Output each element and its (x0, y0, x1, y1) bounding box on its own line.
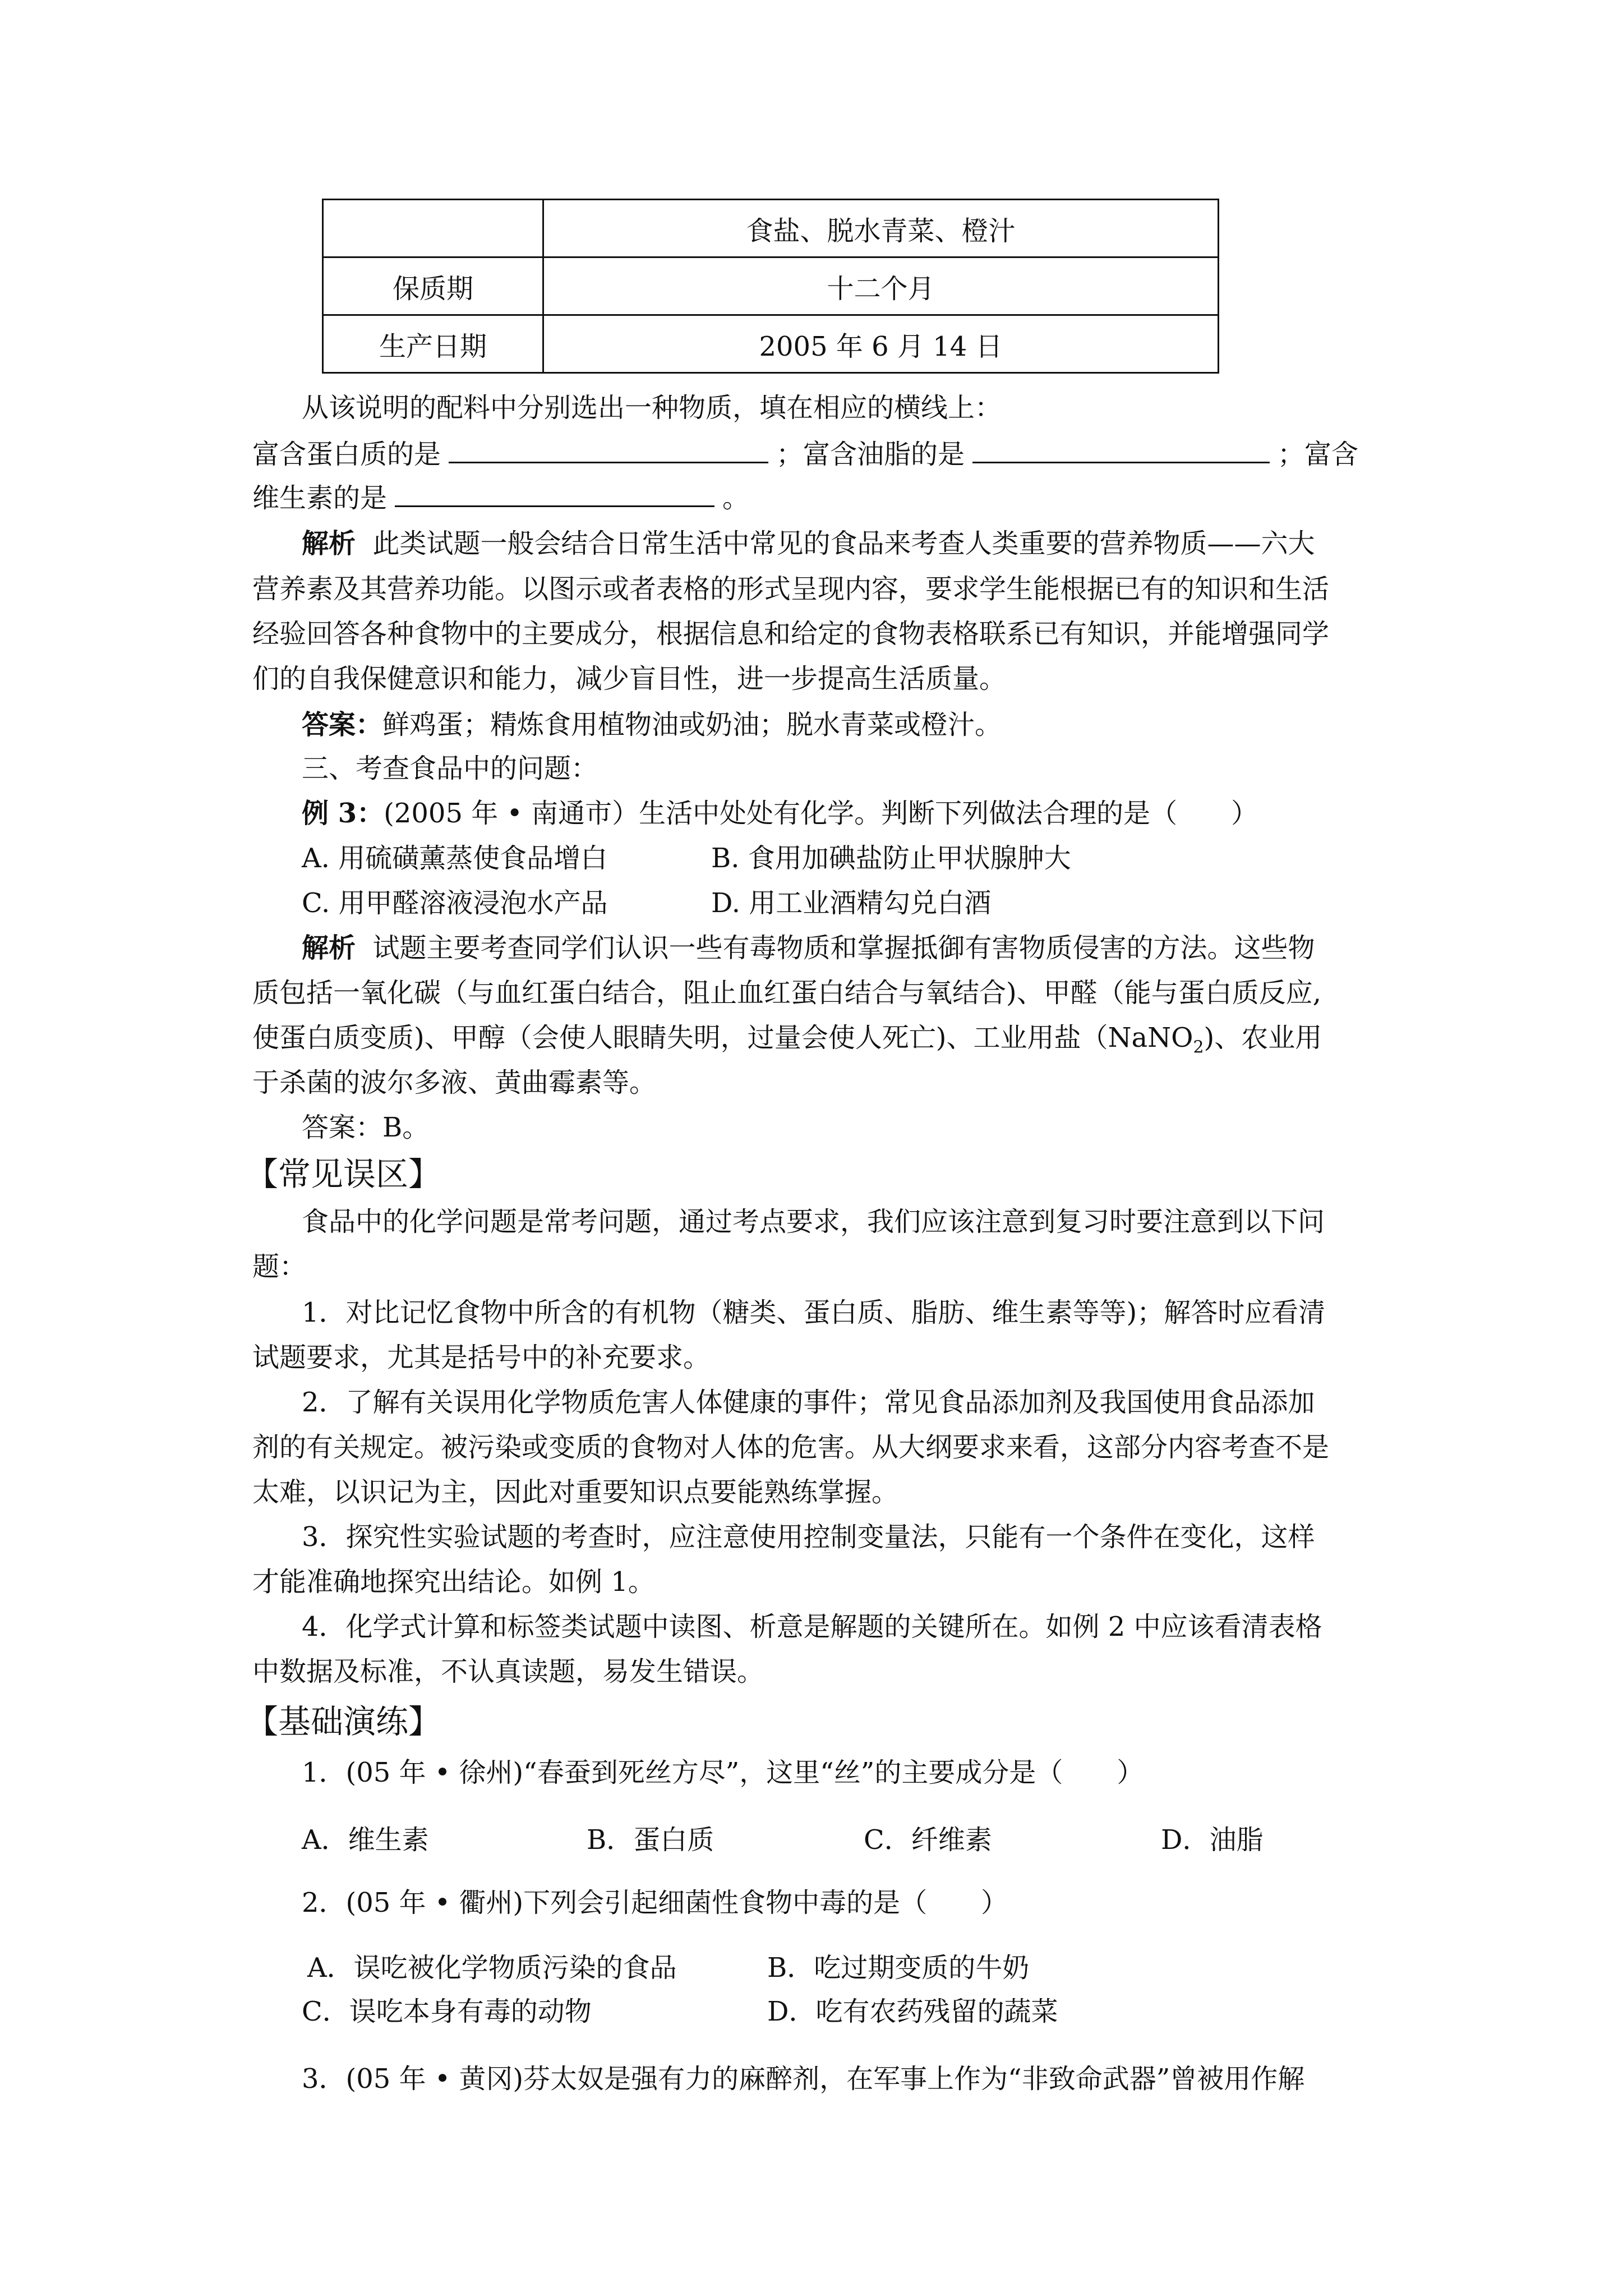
section-title: 三、考查食品中的问题： (302, 753, 598, 784)
fill-blank-protein[interactable] (449, 437, 768, 463)
option-a: A. 用硫磺薰蒸使食品增白 (302, 843, 608, 874)
paragraph-line: 试题要求，尤其是括号中的补充要求。 (252, 1342, 711, 1373)
answer-text: 鲜鸡蛋；精炼食用植物油或奶油；脱水青菜或橙汁。 (382, 709, 1002, 740)
q1-option-d: D．油脂 (1161, 1824, 1264, 1856)
q2-option-d: D．吃有农药残留的蔬菜 (767, 1996, 1058, 2027)
fill-blank-vitamin[interactable] (395, 481, 714, 507)
paragraph-line: 1．对比记忆食物中所含的有机物（糖类、蛋白质、脂肪、维生素等等)；解答时应看清 (302, 1297, 1326, 1328)
analysis-line: 们的自我保健意识和能力，减少盲目性，进一步提高生活质量。 (252, 663, 1007, 694)
analysis-text: )、农业用 (1204, 1022, 1322, 1053)
analysis-label: 解析 (302, 528, 356, 559)
answer-line (302, 708, 1002, 742)
analysis-text: 使蛋白质变质)、甲醇（会使人眼睛失明，过量会使人死亡)、工业用盐（NaNO (252, 1022, 1193, 1053)
paragraph-line: 题： (252, 1251, 307, 1282)
fill-label-vitamin-2: 维生素的是 (252, 482, 388, 514)
paragraph-line: 中数据及标准，不认真读题，易发生错误。 (252, 1656, 764, 1687)
analysis-line: 于杀菌的波尔多液、黄曲霉素等。 (252, 1067, 657, 1098)
fill-blank-fat[interactable] (972, 437, 1270, 463)
product-info-table (322, 199, 1219, 374)
paragraph-line: 食品中的化学问题是常考问题，通过考点要求，我们应该注意到复习时要注意到以下问 (302, 1206, 1325, 1237)
table-row (323, 200, 1219, 257)
practice-heading: 【基础演练】 (246, 1703, 441, 1741)
table-value-cell: 十二个月 (543, 257, 1219, 315)
q1-option-c: C．纤维素 (864, 1824, 992, 1856)
paragraph-line: 4．化学式计算和标签类试题中读图、析意是解题的关键所在。如例 2 中应该看清表格 (302, 1611, 1322, 1642)
fill-line-2 (252, 481, 749, 515)
paragraph-line: 剂的有关规定。被污染或变质的食物对人体的危害。从大纲要求来看，这部分内容考查不是 (252, 1432, 1330, 1463)
analysis-label: 解析 (302, 932, 356, 964)
option-d: D. 用工业酒精勾兑白酒 (711, 887, 992, 919)
table-value-cell: 食盐、脱水青菜、橙汁 (543, 200, 1219, 257)
answer-line: 答案：B。 (302, 1112, 430, 1143)
table-row (323, 257, 1219, 315)
q1-option-a: A．维生素 (302, 1824, 429, 1856)
table-value-cell: 2005 年 6 月 14 日 (543, 315, 1219, 373)
paragraph-line: 才能准确地探究出结论。如例 1。 (252, 1566, 655, 1598)
table-label-cell: 生产日期 (323, 315, 543, 373)
answer-label: 答案： (302, 709, 383, 740)
fill-line-1 (252, 437, 1358, 471)
analysis-text: 试题主要考查同学们认识一些有毒物质和掌握抵御有害物质侵害的方法。这些物 (372, 932, 1315, 964)
analysis-line (302, 931, 1315, 965)
analysis-line: 经验回答各种食物中的主要成分，根据信息和给定的食物表格联系已有知识，并能增强同学 (252, 618, 1330, 650)
fill-label-protein: 富含蛋白质的是 (252, 439, 441, 470)
analysis-text: 此类试题一般会结合日常生活中常见的食品来考查人类重要的营养物质——六大 (372, 528, 1315, 559)
option-b: B. 食用加碘盐防止甲状腺肿大 (711, 843, 1071, 874)
q2-option-b: B．吃过期变质的牛奶 (767, 1952, 1030, 1984)
analysis-line (302, 527, 1315, 560)
mistakes-heading: 【常见误区】 (246, 1155, 441, 1193)
example-text: (2005 年 • 南通市）生活中处处有化学。判断下列做法合理的是（ ） (384, 798, 1258, 829)
question-1: 1．(05 年 • 徐州)“春蚕到死丝方尽”，这里“丝”的主要成分是（ ） (302, 1757, 1144, 1788)
paragraph-line: 太难，以识记为主，因此对重要知识点要能熟练掌握。 (252, 1476, 899, 1508)
table-label-cell: 保质期 (323, 257, 543, 315)
example-label: 例 3： (302, 798, 384, 829)
table-label-cell (323, 200, 543, 257)
fill-prompt: 从该说明的配料中分别选出一种物质，填在相应的横线上： (302, 392, 1002, 424)
q2-option-a: A．误吃被化学物质污染的食品 (307, 1952, 677, 1984)
example-line (302, 797, 1258, 830)
subscript: 2 (1193, 1037, 1204, 1057)
question-2: 2．(05 年 • 衢州)下列会引起细菌性食物中毒的是（ ） (302, 1887, 1008, 1918)
option-c: C. 用甲醛溶液浸泡水产品 (302, 887, 608, 919)
question-3: 3．(05 年 • 黄冈)芬太奴是强有力的麻醉剂，在军事上作为“非致命武器”曾被用作解 (302, 2063, 1305, 2095)
analysis-line (252, 1021, 1322, 1065)
fill-label-vitamin-1: ；富含 (1278, 439, 1359, 470)
analysis-line: 质包括一氧化碳（与血红蛋白结合，阻止血红蛋白结合与氧结合)、甲醛（能与蛋白质反应, (252, 977, 1321, 1009)
q2-option-c: C．误吃本身有毒的动物 (302, 1996, 592, 2027)
table-row (323, 315, 1219, 373)
q1-option-b: B．蛋白质 (587, 1824, 714, 1856)
paragraph-line: 3．探究性实验试题的考查时，应注意使用控制变量法，只能有一个条件在变化，这样 (302, 1521, 1315, 1553)
fill-label-fat: ；富含油脂的是 (776, 439, 965, 470)
analysis-line: 营养素及其营养功能。以图示或者表格的形式呈现内容，要求学生能根据已有的知识和生活 (252, 573, 1330, 605)
paragraph-line: 2．了解有关误用化学物质危害人体健康的事件；常见食品添加剂及我国使用食品添加 (302, 1387, 1315, 1418)
fill-end: 。 (722, 482, 750, 514)
